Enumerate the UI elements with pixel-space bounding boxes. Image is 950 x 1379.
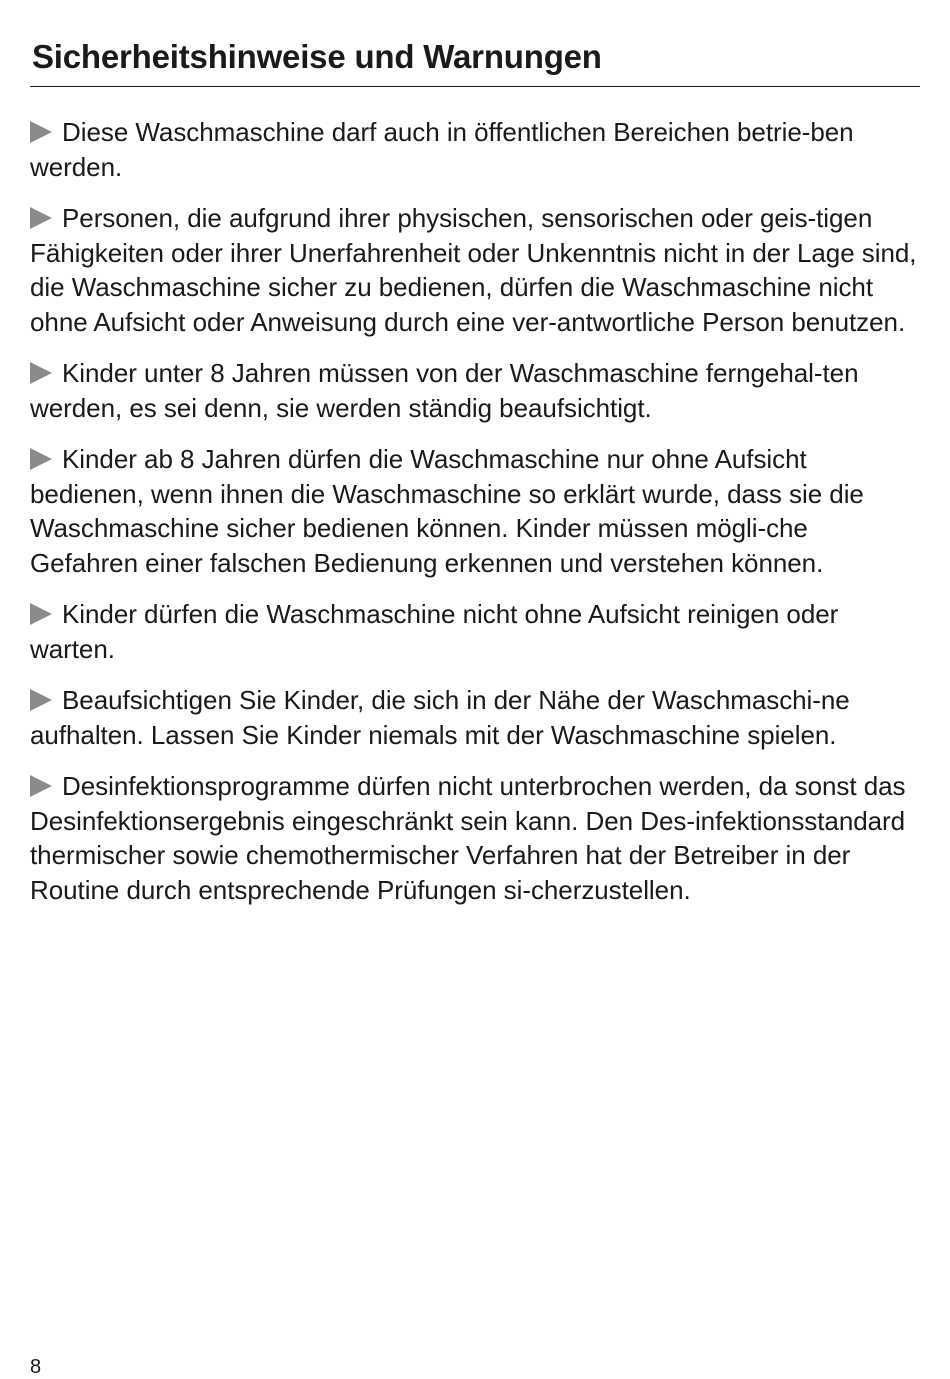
safety-note — [30, 201, 922, 339]
page-number: 8 — [30, 1356, 42, 1378]
safety-note-text: Kinder unter 8 Jahren müssen von der Waschmaschine ferngehal-ten werden, es sei denn, sie werden ständig beaufsichtigt. — [30, 358, 859, 423]
safety-note-text: Personen, die aufgrund ihrer physischen, sensorischen oder geis-tigen Fähigkeiten oder ihrer Unerfahrenheit oder Unkenntnis nicht in der Lage sind, die Waschmaschine sicher zu bedienen, dürfen die Waschmaschine nicht ohne Aufsicht oder Anweisung durch eine ver-antwortliche Person benutzen. — [30, 203, 917, 337]
safety-note — [30, 683, 922, 752]
triangle-right-icon — [30, 362, 52, 384]
triangle-right-icon — [30, 689, 52, 711]
triangle-right-icon — [30, 775, 52, 797]
safety-note — [30, 769, 922, 907]
page-title: Sicherheitshinweise und Warnungen — [32, 38, 602, 75]
safety-note-text: Kinder ab 8 Jahren dürfen die Waschmaschine nur ohne Aufsicht bedienen, wenn ihnen die Waschmaschine so erklärt wurde, dass sie die Waschmaschine sicher bedienen können. Kinder müssen mögli-che Gefahren einer falschen Bedienung erkennen und verstehen können. — [30, 444, 864, 578]
triangle-right-icon — [30, 207, 52, 229]
safety-note — [30, 356, 922, 425]
safety-note — [30, 442, 922, 580]
title-divider — [30, 86, 920, 87]
safety-note — [30, 597, 922, 666]
safety-note-text: Diese Waschmaschine darf auch in öffentlichen Bereichen betrie-ben werden. — [30, 117, 854, 182]
safety-note-text: Desinfektionsprogramme dürfen nicht unterbrochen werden, da sonst das Desinfektionsergebnis eingeschränkt sein kann. Den Des-infektionsstandard thermischer sowie chemothermischer Verfahren hat der Betreiber in der Routine durch entsprechende Prüfungen si-cherzustellen. — [30, 771, 906, 905]
safety-note-text: Kinder dürfen die Waschmaschine nicht ohne Aufsicht reinigen oder warten. — [30, 599, 839, 664]
safety-note-text: Beaufsichtigen Sie Kinder, die sich in der Nähe der Waschmaschi-ne aufhalten. Lassen Sie Kinder niemals mit der Waschmaschine spielen. — [30, 685, 850, 750]
triangle-right-icon — [30, 448, 52, 470]
triangle-right-icon — [30, 603, 52, 625]
triangle-right-icon — [30, 121, 52, 143]
safety-notes-list — [30, 115, 922, 924]
safety-note — [30, 115, 922, 184]
